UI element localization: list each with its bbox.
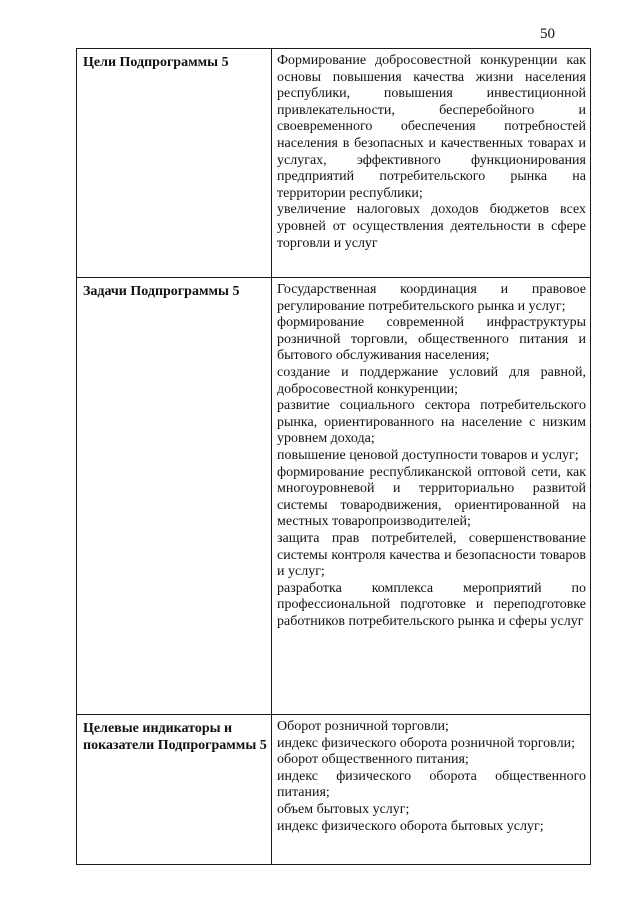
indicators-line: оборот общественного питания; xyxy=(277,752,469,768)
tasks-line: повышение ценовой доступности товаров и услуг; xyxy=(277,447,579,463)
goals-line: увеличение налоговых доходов бюджетов всех уровней от осуществления деятельности в сфере торговли и услуг xyxy=(277,202,586,251)
subprogram-table xyxy=(76,48,591,865)
indicators-line: индекс физического оборота розничной торговли; xyxy=(277,735,575,751)
indicators-line: индекс физического оборота общественного питания; xyxy=(277,768,586,801)
indicators-line: Оборот розничной торговли; xyxy=(277,719,449,734)
tasks-line: развитие социального сектора потребительского рынка, ориентированного на население с низким уровнем дохода; xyxy=(277,398,586,447)
tasks-content xyxy=(272,278,591,715)
tasks-line: защита прав потребителей, совершенствование системы контроля качества и безопасности товаров и услуг; xyxy=(277,530,586,580)
page-number: 50 xyxy=(540,26,555,42)
tasks-line: Государственная координация и правовое регулирование потребительского рынка и услуг; xyxy=(277,282,586,314)
tasks-line: формирование современной инфраструктуры розничной торговли, общественного питания и бытового обслуживания населения; xyxy=(277,315,586,364)
tasks-line: формирование республиканской оптовой сети, как многоуровневой и территориально развитой системы товародвижения, ориентированной на местных товаропроизводителей; xyxy=(277,464,586,530)
indicators-label: Целевые индикаторы и показатели Подпрограммы 5 xyxy=(77,715,272,865)
table-row-tasks xyxy=(77,278,591,715)
indicators-line: индекс физического оборота бытовых услуг; xyxy=(277,818,544,834)
tasks-line: разработка комплекса мероприятий по профессиональной подготовке и переподготовке работников потребительского рынка и сферы услуг xyxy=(277,580,586,629)
table-row-indicators xyxy=(77,715,591,865)
indicators-content xyxy=(272,715,591,865)
goals-label: Цели Подпрограммы 5 xyxy=(77,49,272,278)
goals-content xyxy=(272,49,591,278)
goals-line: Формирование добросовестной конкуренции как основы повышения качества жизни населения республики, повышения инвестиционной привлекательности, бесперебойного и своевременного обеспечения потребностей населения в безопасных и качественных товарах и услугах, эффективного функционирования предприятий потребительского рынка на территории республики; xyxy=(277,53,586,201)
tasks-line: создание и поддержание условий для равной, добросовестной конкуренции; xyxy=(277,364,586,397)
tasks-label: Задачи Подпрограммы 5 xyxy=(77,278,272,715)
indicators-line: объем бытовых услуг; xyxy=(277,801,410,817)
table-row-goals xyxy=(77,49,591,278)
